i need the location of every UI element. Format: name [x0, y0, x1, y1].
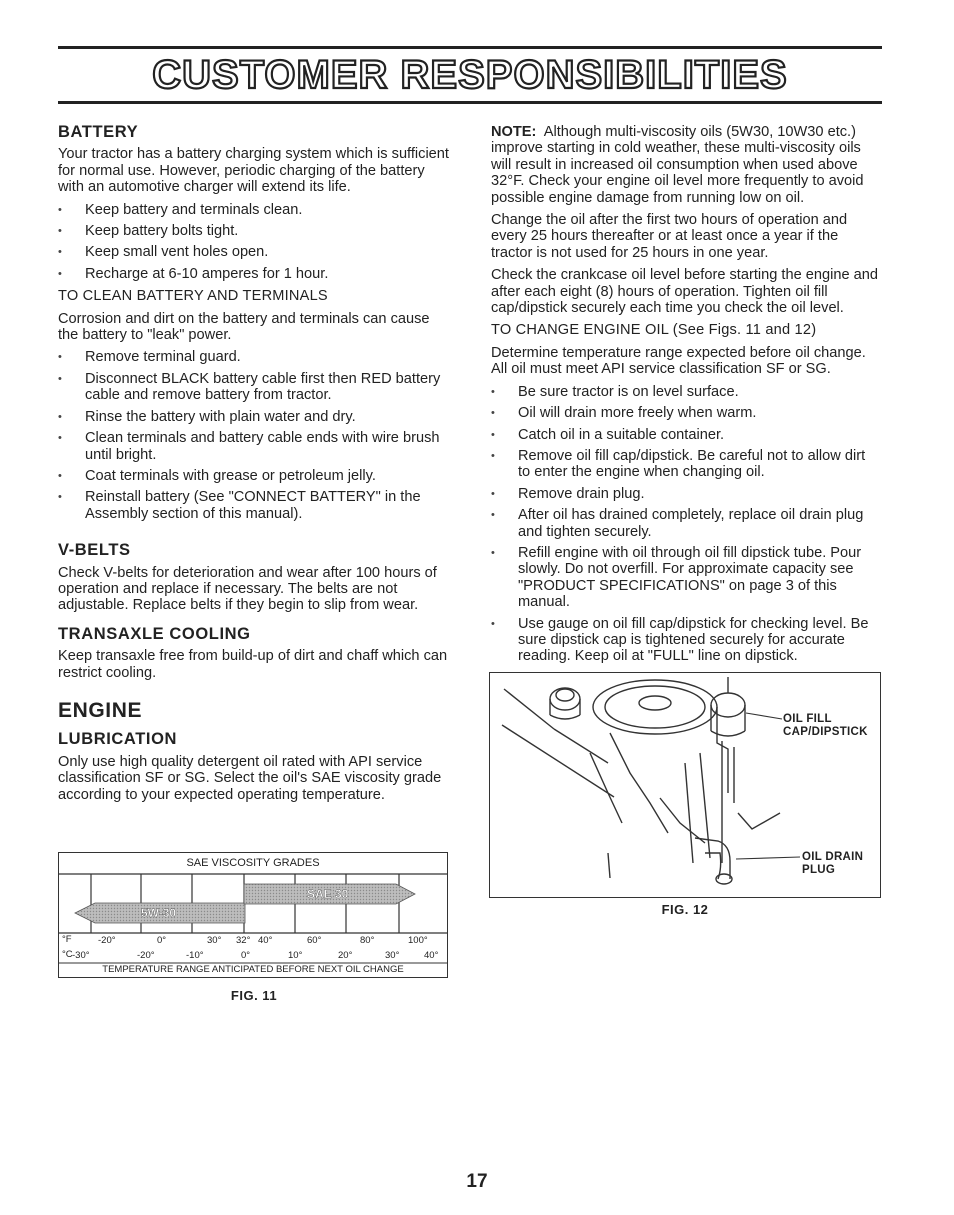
- c-tick: 10°: [288, 950, 303, 961]
- cap-dipstick-label: CAP/DIPSTICK: [783, 726, 868, 738]
- change-oil-heading: TO CHANGE ENGINE OIL (See Figs. 11 and 12): [491, 322, 817, 339]
- list-item: • Use gauge on oil fill cap/dipstick for checking level. Be sure dipstick cap is tightened securely for accurate reading. Keep oil at "FULL" line on dipstick.: [491, 616, 881, 665]
- header-bottom-rule: [58, 101, 882, 104]
- list-item: • Refill engine with oil through oil fill dipstick tube. Pour slowly. Do not overfill. For approximate capacity see "PRODUCT SPECIFICATIONS" on page 3 of this manual.: [491, 545, 881, 611]
- list-item: • Oil will drain more freely when warm.: [491, 405, 881, 421]
- f-tick: 60°: [307, 935, 322, 946]
- oil-fill-callout: [783, 713, 868, 739]
- list-item: • Disconnect BLACK battery cable first then RED battery cable and remove battery from tractor.: [58, 371, 450, 404]
- fig11-caption: FIG. 11: [230, 988, 278, 1003]
- note-paragraph: [491, 124, 881, 206]
- chart-footer-label: TEMPERATURE RANGE ANTICIPATED BEFORE NEXT OIL CHANGE: [102, 964, 404, 975]
- transaxle-heading: TRANSAXLE COOLING: [58, 624, 251, 643]
- engine-oil-illustration: [489, 672, 881, 898]
- band-label-sae30: SAE 30: [307, 887, 349, 901]
- f-tick: 40°: [258, 935, 273, 946]
- header-top-rule: [58, 46, 882, 49]
- f-tick: 32°: [236, 935, 251, 946]
- battery-intro: Your tractor has a battery charging system which is sufficient for normal use. However, periodic charging of the battery with an automotive charger will extend its life.: [58, 146, 449, 196]
- list-item: • Catch oil in a suitable container.: [491, 427, 881, 443]
- oil-change-interval: Change the oil after the first two hours of operation and every 25 hours thereafter or at least once a year if the tractor is not used for 25 hours in one year.: [491, 212, 848, 261]
- list-item: • Keep battery bolts tight.: [58, 223, 450, 239]
- f-tick: 80°: [360, 935, 375, 946]
- page-number: 17: [466, 1171, 488, 1192]
- list-item: • Remove terminal guard.: [58, 349, 450, 365]
- list-item: • After oil has drained completely, replace oil drain plug and tighten securely.: [491, 507, 881, 540]
- list-item: • Remove drain plug.: [491, 486, 881, 502]
- clean-battery-list: [58, 349, 450, 522]
- oil-change-list: [491, 384, 881, 665]
- battery-list: [58, 202, 450, 283]
- c-tick: 30°: [385, 950, 400, 961]
- list-item: • Rinse the battery with plain water and dry.: [58, 409, 450, 425]
- list-item: • Keep battery and terminals clean.: [58, 202, 450, 218]
- band-label-5w30: 5W-30: [141, 906, 177, 920]
- c-tick: -10°: [186, 950, 204, 961]
- lubrication-heading: LUBRICATION: [58, 730, 178, 749]
- list-item: • Be sure tractor is on level surface.: [491, 384, 881, 400]
- clean-battery-heading: TO CLEAN BATTERY AND TERMINALS: [58, 288, 328, 305]
- f-tick: -20°: [98, 935, 116, 946]
- chart-title: SAE VISCOSITY GRADES: [186, 857, 320, 869]
- left-column: [58, 124, 450, 809]
- oil-fill-label: OIL FILL: [783, 713, 832, 725]
- transaxle-text: Keep transaxle free from build-up of dirt and chaff which can restrict cooling.: [58, 648, 448, 681]
- c-tick: 40°: [424, 950, 439, 961]
- vbelts-heading: V-BELTS: [58, 541, 131, 560]
- right-column: [491, 124, 881, 671]
- f-tick: 30°: [207, 935, 222, 946]
- fahrenheit-label: °F: [62, 934, 72, 945]
- list-item: • Recharge at 6-10 amperes for 1 hour.: [58, 266, 450, 282]
- c-tick: 0°: [241, 950, 251, 961]
- list-item: • Clean terminals and battery cable ends with wire brush until bright.: [58, 430, 450, 463]
- battery-heading: BATTERY: [58, 123, 139, 141]
- f-tick: 0°: [157, 935, 167, 946]
- page-title: CUSTOMER RESPONSIBILITIES: [152, 53, 788, 97]
- vbelts-text: Check V-belts for deterioration and wear after 100 hours of operation and replace if necessary. The belts are not adjustable. Replace belts if they begin to slip from wear.: [58, 564, 437, 614]
- c-tick: 20°: [338, 950, 353, 961]
- note-text: Although multi-viscosity oils (5W30, 10W30 etc.) improve starting in cold weather, these multi-viscosity oils will result in increased oil consumption when used above 32°F. Check your engine oil level more frequently to avoid possible engine damage from running low on oil.: [491, 124, 864, 206]
- temperature-range-text: Determine temperature range expected before oil change. All oil must meet API service classification SF or SG.: [491, 344, 866, 378]
- list-item: • Remove oil fill cap/dipstick. Be careful not to allow dirt to enter the engine when changing oil.: [491, 448, 881, 481]
- list-item: • Reinstall battery (See "CONNECT BATTERY" in the Assembly section of this manual).: [58, 489, 450, 522]
- c-tick: -20°: [137, 950, 155, 961]
- oil-level-check: Check the crankcase oil level before starting the engine and after each eight (8) hours of operation. Tighten oil fill cap/dipstick securely each time you check the oil level.: [491, 267, 878, 317]
- list-item: • Coat terminals with grease or petroleum jelly.: [58, 468, 450, 484]
- c-tick: -30°: [72, 950, 90, 961]
- oil-drain-callout: [802, 851, 863, 877]
- fig12-caption: FIG. 12: [661, 902, 709, 917]
- engine-heading: ENGINE: [58, 698, 143, 722]
- list-item: • Keep small vent holes open.: [58, 244, 450, 260]
- f-tick: 100°: [408, 935, 428, 946]
- clean-battery-intro: Corrosion and dirt on the battery and terminals can cause the battery to "leak" power.: [58, 310, 430, 344]
- plug-label: PLUG: [802, 864, 836, 876]
- celsius-label: °C: [62, 949, 73, 960]
- oil-drain-label: OIL DRAIN: [802, 851, 864, 863]
- viscosity-chart: [58, 852, 448, 978]
- note-label: NOTE:: [491, 124, 537, 140]
- lubrication-text: Only use high quality detergent oil rated with API service classification SF or SG. Select the oil's SAE viscosity grade according to your expected operating temperature.: [58, 753, 442, 803]
